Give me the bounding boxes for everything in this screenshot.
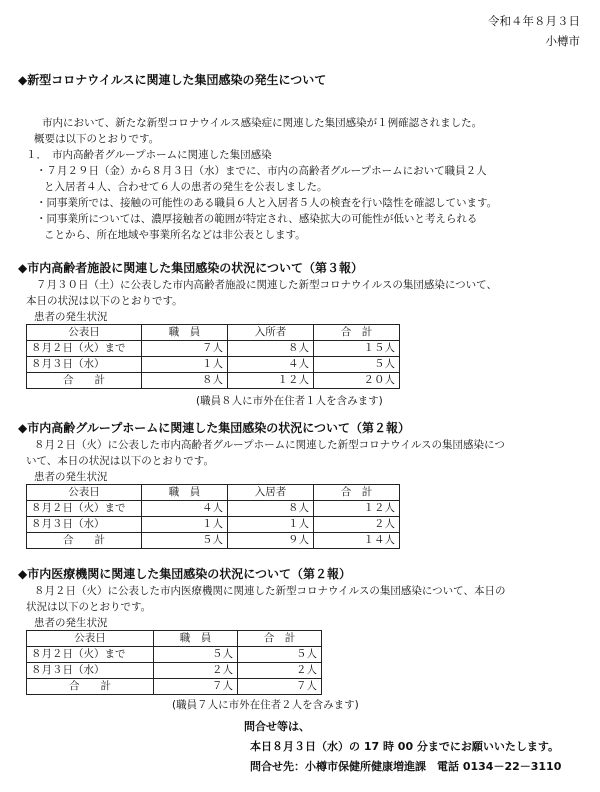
table-header-cell: 職 員 bbox=[154, 631, 238, 647]
table-header-cell: 公表日 bbox=[27, 325, 142, 341]
table-cell: ８月２日（火）まで bbox=[27, 341, 142, 357]
table-cell: ４人 bbox=[142, 501, 228, 517]
table-header-cell: 合 計 bbox=[314, 485, 400, 501]
table-header-row bbox=[27, 485, 400, 501]
section4-table-note: (職員７人に市外在住者２人を含みます) bbox=[172, 699, 359, 711]
table-cell: ２人 bbox=[314, 517, 400, 533]
section3-paragraph-line2: いて、本日の状況は以下のとおりです。 bbox=[26, 455, 214, 467]
table-cell: ２人 bbox=[154, 663, 238, 679]
table-cell: ８人 bbox=[142, 373, 228, 389]
section4-table-caption: 患者の発生状況 bbox=[34, 617, 108, 629]
table-cell: １５人 bbox=[314, 341, 400, 357]
table-total-row bbox=[27, 373, 400, 389]
table-total-row bbox=[27, 533, 400, 549]
contact-department: 問合せ先：小樽市保健所健康増進課 電話 0134－22－3110 bbox=[250, 760, 562, 773]
table-cell: ８人 bbox=[228, 501, 314, 517]
table-cell: ５人 bbox=[142, 533, 228, 549]
section4-title: ◆市内医療機関に関連した集団感染の状況について（第２報） bbox=[18, 567, 351, 581]
table-cell: 合 計 bbox=[27, 679, 154, 695]
section3-table-caption: 患者の発生状況 bbox=[34, 471, 108, 483]
section1-intro-line2: 概要は以下のとおりです。 bbox=[34, 133, 160, 145]
table-cell: ７人 bbox=[154, 679, 238, 695]
table-cell: １２人 bbox=[314, 501, 400, 517]
section1-intro-line1: 市内において、新たな新型コロナウイルス感染症に関連した集団感染が１例確認されました。 bbox=[42, 117, 483, 129]
table-row bbox=[27, 501, 400, 517]
date: 令和４年８月３日 bbox=[488, 14, 580, 28]
section3-table bbox=[26, 484, 400, 549]
table-header-cell: 公表日 bbox=[27, 631, 154, 647]
table-header-cell: 入居者 bbox=[228, 485, 314, 501]
section4-table bbox=[26, 630, 322, 695]
section1-bullet3-line2: ことから、所在地域や事業所名などは非公表とします。 bbox=[44, 229, 306, 241]
table-cell: ４人 bbox=[228, 357, 314, 373]
section3-title: ◆市内高齢グループホームに関連した集団感染の状況について（第２報） bbox=[18, 421, 411, 435]
table-cell: ５人 bbox=[314, 357, 400, 373]
table-cell: ２０人 bbox=[314, 373, 400, 389]
section1-bullet1-line1: ・７月２９日（金）から８月３日（水）までに、市内の高齢者グループホームにおいて職員２人 bbox=[36, 165, 487, 177]
table-cell: ５人 bbox=[238, 647, 322, 663]
section3-paragraph-line1: ８月２日（火）に公表した市内高齢者グループホームに関連した新型コロナウイルスの集団感染につ bbox=[34, 439, 505, 451]
table-cell: ８人 bbox=[228, 341, 314, 357]
table-cell: ９人 bbox=[228, 533, 314, 549]
table-cell: ８月２日（火）まで bbox=[27, 501, 142, 517]
table-cell: １人 bbox=[228, 517, 314, 533]
table-header-cell: 合 計 bbox=[238, 631, 322, 647]
table-row bbox=[27, 517, 400, 533]
table-cell: ５人 bbox=[154, 647, 238, 663]
table-header-cell: 公表日 bbox=[27, 485, 142, 501]
table-header-cell: 職 員 bbox=[142, 485, 228, 501]
contact-deadline: 本日８月３日（水）の 17 時 00 分までにお願いいたします。 bbox=[250, 740, 560, 753]
table-cell: ８月３日（水） bbox=[27, 663, 154, 679]
table-cell: ７人 bbox=[238, 679, 322, 695]
table-header-row bbox=[27, 631, 322, 647]
section2-paragraph-line1: ７月３０日（土）に公表した市内高齢者施設に関連した新型コロナウイルスの集団感染について、 bbox=[36, 279, 497, 291]
table-cell: １２人 bbox=[228, 373, 314, 389]
table-cell: １４人 bbox=[314, 533, 400, 549]
table-total-row bbox=[27, 679, 322, 695]
section2-table bbox=[26, 324, 400, 389]
section1-item-title: 市内高齢者グループホームに関連した集団感染 bbox=[52, 149, 272, 161]
organization: 小樽市 bbox=[545, 34, 580, 48]
table-row bbox=[27, 341, 400, 357]
table-cell: ２人 bbox=[238, 663, 322, 679]
section2-title: ◆市内高齢者施設に関連した集団感染の状況について（第３報） bbox=[18, 261, 363, 275]
section4-paragraph-line2: 状況は以下のとおりです。 bbox=[26, 601, 152, 613]
section2-table-note: (職員８人に市外在住者１人を含みます) bbox=[196, 395, 383, 407]
table-cell: １人 bbox=[142, 517, 228, 533]
table-row bbox=[27, 663, 322, 679]
table-cell: ８月２日（火）まで bbox=[27, 647, 154, 663]
table-cell: ８月３日（水） bbox=[27, 357, 142, 373]
section1-bullet1-line2: と入居者４人、合わせて６人の患者の発生を公表しました。 bbox=[44, 181, 328, 193]
section1-title: ◆新型コロナウイルスに関連した集団感染の発生について bbox=[18, 73, 327, 87]
table-row bbox=[27, 357, 400, 373]
section1-item-number: １． bbox=[26, 149, 47, 161]
table-header-row bbox=[27, 325, 400, 341]
section1-bullet3-line1: ・同事業所については、濃厚接触者の範囲が特定され、感染拡大の可能性が低いと考えられる bbox=[36, 213, 478, 225]
table-cell: ８月３日（水） bbox=[27, 517, 142, 533]
table-cell: 合 計 bbox=[27, 373, 142, 389]
section2-table-caption: 患者の発生状況 bbox=[34, 311, 108, 323]
contact-intro: 問合せ等は、 bbox=[244, 720, 310, 733]
table-header-cell: 合 計 bbox=[314, 325, 400, 341]
table-row bbox=[27, 647, 322, 663]
table-header-cell: 入所者 bbox=[228, 325, 314, 341]
section1-bullet2: ・同事業所では、接触の可能性のある職員６人と入居者５人の検査を行い陰性を確認しています。 bbox=[36, 197, 498, 209]
table-cell: ７人 bbox=[142, 341, 228, 357]
table-cell: １人 bbox=[142, 357, 228, 373]
section4-paragraph-line1: ８月２日（火）に公表した市内医療機関に関連した新型コロナウイルスの集団感染について、本日の bbox=[34, 585, 506, 597]
table-header-cell: 職 員 bbox=[142, 325, 228, 341]
section2-paragraph-line2: 本日の状況は以下のとおりです。 bbox=[26, 295, 183, 307]
table-cell: 合 計 bbox=[27, 533, 142, 549]
